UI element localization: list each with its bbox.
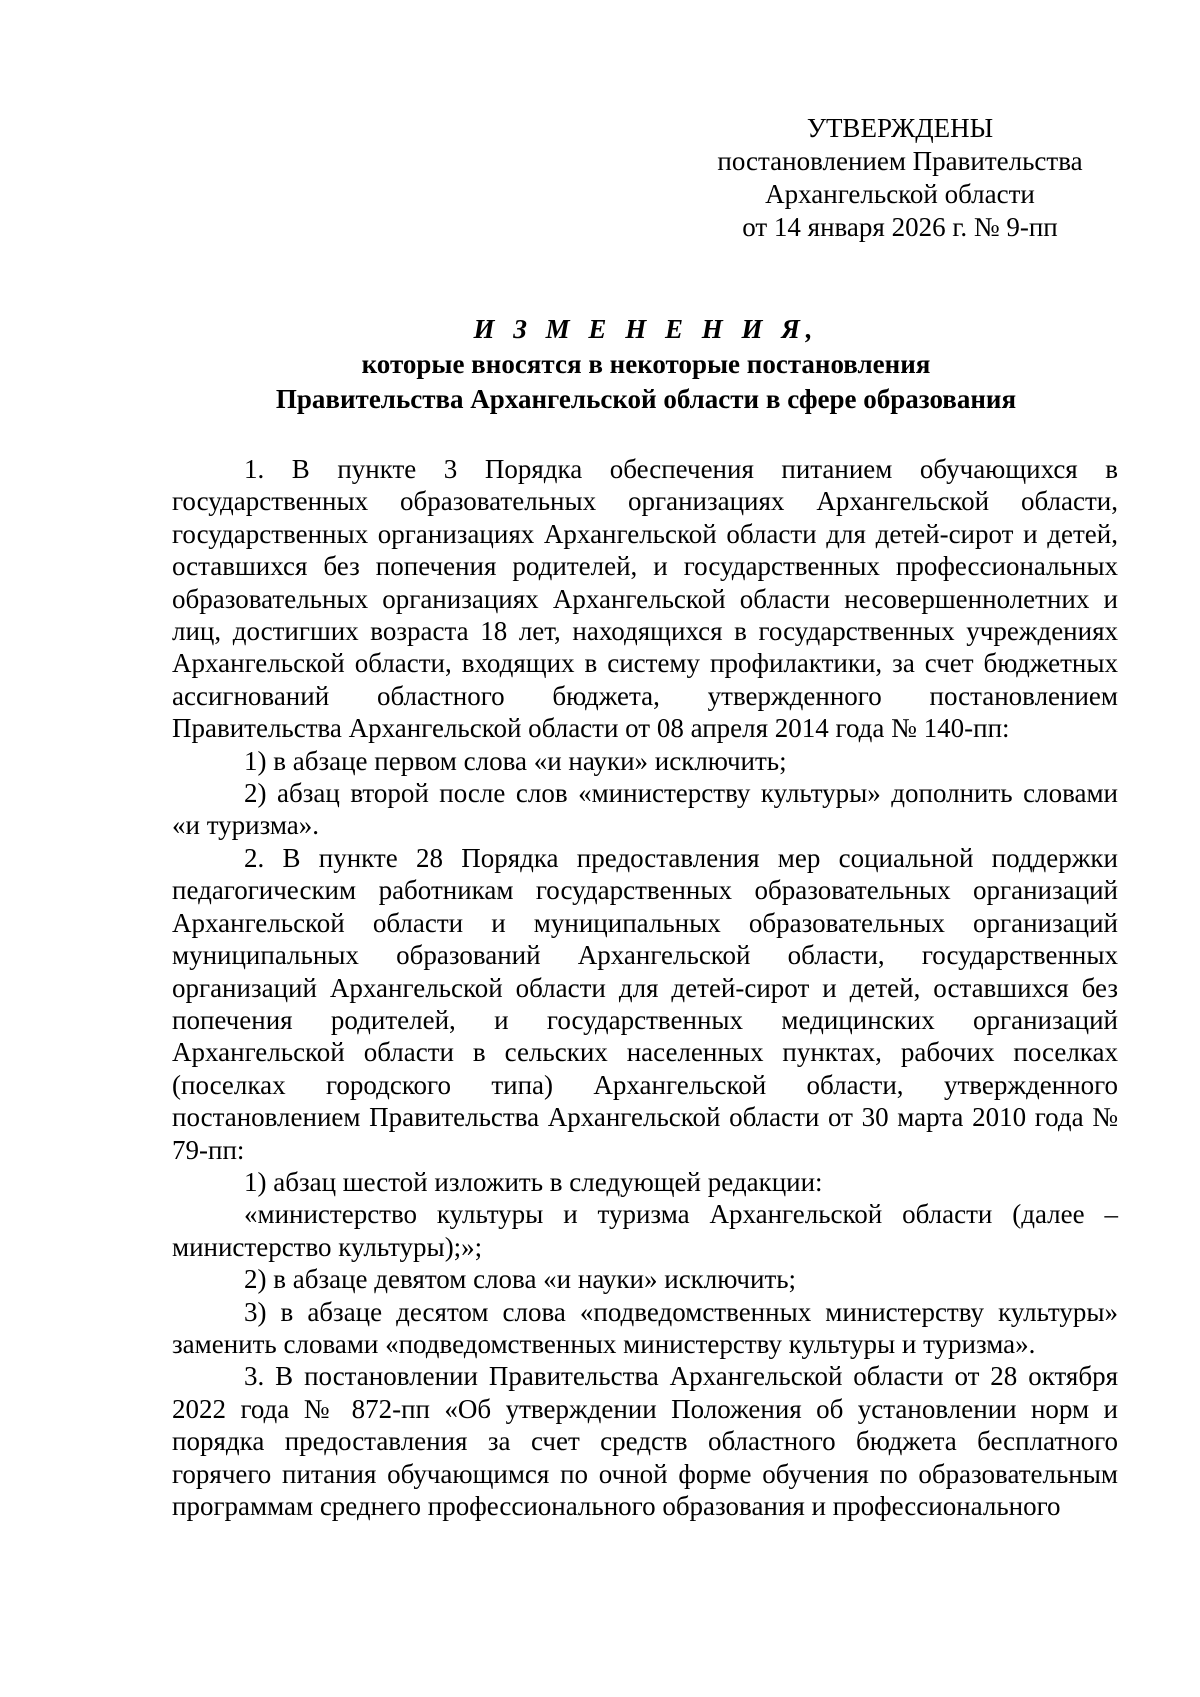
paragraph: 2) в абзаце девятом слова «и науки» исключить; — [244, 1264, 797, 1295]
approval-heading: УТВЕРЖДЕНЫ — [806, 113, 994, 143]
paragraph: 3) в абзаце десятом слова «подведомственных министерству культуры» заменить словами «подведомственных министерству культуры и туризма». — [172, 1296, 1118, 1359]
approval-line: постановлением Правительства — [717, 146, 1083, 176]
paragraph: 2) абзац второй после слов «министерству культуры» дополнить словами «и туризма». — [172, 778, 1118, 841]
title-subtitle: Правительства Архангельской области в сфере образования — [275, 384, 1017, 414]
paragraph: 2. В пункте 28 Порядка предоставления мер социальной поддержки педагогическим работникам государственных образовательных организаций Архангельской области и муниципальных образовательных организаций муниципальных образований Архангельской области, государственных организаций Архангельской области для детей-сирот и детей, оставшихся без попечения родителей, и государственных медицинских организаций Архангельской области в сельских населенных пунктах, рабочих поселках (поселках городского типа) Архангельской области, утвержденного постановлением Правительства Архангельской области от 30 марта 2010 года № 79-пп: — [172, 842, 1118, 1165]
paragraph: 1. В пункте 3 Порядка обеспечения питанием обучающихся в государственных образовательных организациях Архангельской области, государственных организациях Архангельской области для детей-сирот и детей, оставшихся без попечения родителей, и государственных профессиональных образовательных организациях Архангельской области несовершеннолетних и лиц, достигших возраста 18 лет, находящихся в государственных учреждениях Архангельской области, входящих в систему профилактики, за счет бюджетных ассигнований областного бюджета, утвержденного постановлением Правительства Архангельской области от 08 апреля 2014 года № 140-пп: — [172, 454, 1118, 744]
approval-date: от 14 января 2026 г. № 9-пп — [742, 212, 1058, 242]
title-subtitle: которые вносятся в некоторые постановления — [361, 349, 931, 379]
approval-stamp — [680, 112, 1120, 244]
paragraph: «министерство культуры и туризма Архангельской области (далее – министерство культуры);»; — [172, 1199, 1118, 1262]
paragraph: 3. В постановлении Правительства Архангельской области от 28 октября 2022 года № 872-пп «Об утверждении Положения об установлении норм и порядка предоставления за счет средств областного бюджета бесплатного горячего питания обучающимся по очной форме обучения по образовательным программам среднего профессионального образования и профессионального — [172, 1361, 1118, 1521]
paragraph: 1) абзац шестой изложить в следующей редакции: — [244, 1166, 823, 1197]
document-body — [172, 453, 1118, 1522]
document-title — [172, 312, 1120, 417]
title-heading: И З М Е Н Е Н И Я, — [473, 314, 819, 344]
approval-line: Архангельской области — [765, 179, 1035, 209]
paragraph: 1) в абзаце первом слова «и науки» исключить; — [244, 745, 787, 776]
